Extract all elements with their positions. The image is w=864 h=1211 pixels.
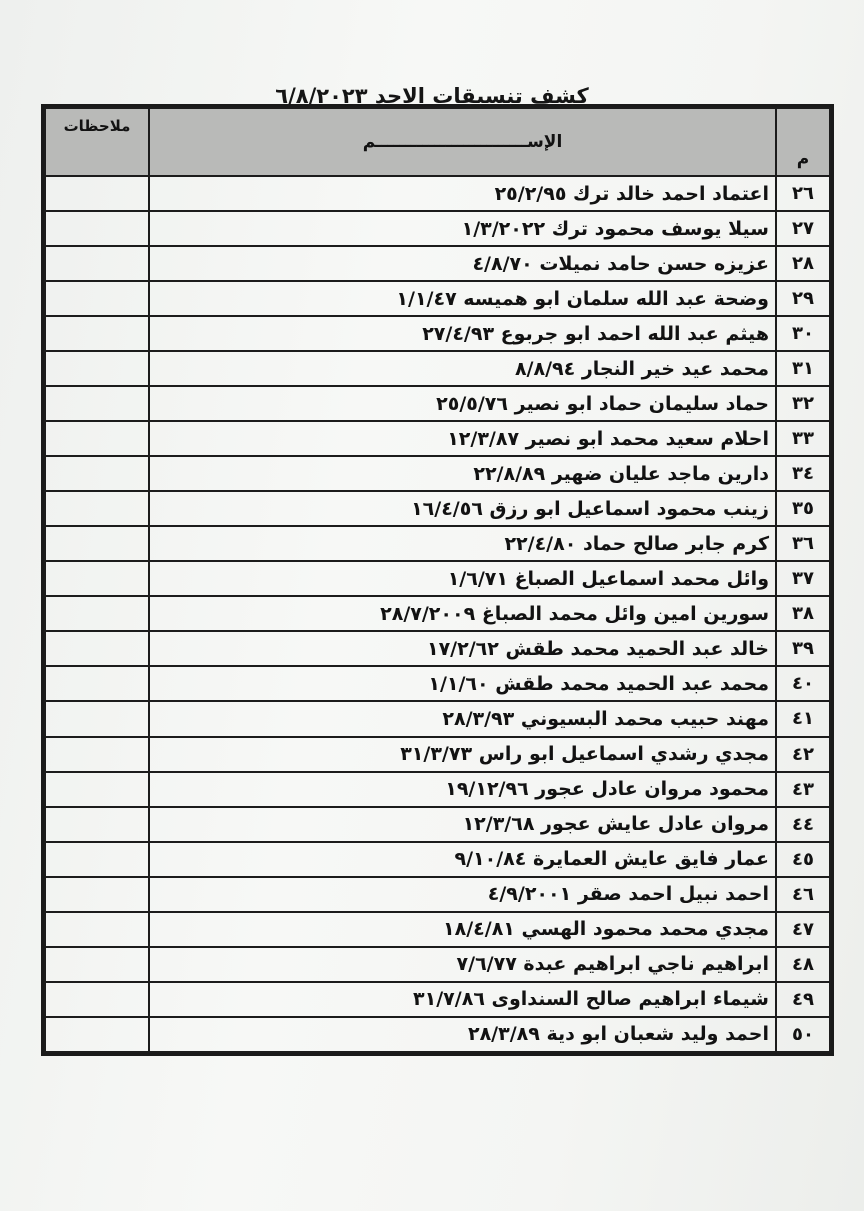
table-row bbox=[45, 877, 830, 912]
row-number: ٢٧ bbox=[776, 211, 830, 246]
row-notes bbox=[45, 386, 149, 421]
row-name: خالد عبد الحميد محمد طقش ١٧/٢/٦٢ bbox=[149, 631, 776, 666]
row-name: احلام سعيد محمد ابو نصير ١٢/٣/٨٧ bbox=[149, 421, 776, 456]
row-number: ٥٠ bbox=[776, 1017, 830, 1052]
table-row bbox=[45, 982, 830, 1017]
row-name: عمار فايق عايش العمايرة ٩/١٠/٨٤ bbox=[149, 842, 776, 877]
row-name: احمد نبيل احمد صقر ٤/٩/٢٠٠١ bbox=[149, 877, 776, 912]
row-number: ٤١ bbox=[776, 701, 830, 736]
header-number: م bbox=[776, 108, 830, 176]
table-row bbox=[45, 351, 830, 386]
row-name: عزيزه حسن حامد نميلات ٤/٨/٧٠ bbox=[149, 246, 776, 281]
table-row bbox=[45, 807, 830, 842]
row-number: ٣٦ bbox=[776, 526, 830, 561]
header-name-label: الإســــــــــــــــــــــــــم bbox=[362, 132, 563, 152]
table-row bbox=[45, 631, 830, 666]
row-notes bbox=[45, 316, 149, 351]
row-name: مجدي رشدي اسماعيل ابو راس ٣١/٣/٧٣ bbox=[149, 737, 776, 772]
row-notes bbox=[45, 772, 149, 807]
row-notes bbox=[45, 246, 149, 281]
row-notes bbox=[45, 211, 149, 246]
table-row bbox=[45, 701, 830, 736]
row-notes bbox=[45, 421, 149, 456]
row-name: مهند حبيب محمد البسيوني ٢٨/٣/٩٣ bbox=[149, 701, 776, 736]
row-name: وضحة عبد الله سلمان ابو هميسه ١/١/٤٧ bbox=[149, 281, 776, 316]
table-body bbox=[45, 176, 830, 1052]
table-row bbox=[45, 316, 830, 351]
row-name: وائل محمد اسماعيل الصباغ ١/٦/٧١ bbox=[149, 561, 776, 596]
table-header-row bbox=[45, 108, 830, 176]
row-notes bbox=[45, 596, 149, 631]
table-row bbox=[45, 561, 830, 596]
row-number: ٤٧ bbox=[776, 912, 830, 947]
table-row bbox=[45, 456, 830, 491]
row-notes bbox=[45, 281, 149, 316]
table-row bbox=[45, 737, 830, 772]
row-number: ٣٤ bbox=[776, 456, 830, 491]
row-number: ٤٢ bbox=[776, 737, 830, 772]
row-number: ٣٠ bbox=[776, 316, 830, 351]
row-number: ٤٠ bbox=[776, 666, 830, 701]
document-title: كشف تنسيقات الاحد ٦/٨/٢٠٢٣ bbox=[275, 84, 589, 108]
names-table bbox=[44, 107, 831, 1053]
row-number: ٣٧ bbox=[776, 561, 830, 596]
row-number: ٤٣ bbox=[776, 772, 830, 807]
table-row bbox=[45, 772, 830, 807]
table-row bbox=[45, 596, 830, 631]
row-name: محمد عبد الحميد محمد طقش ١/١/٦٠ bbox=[149, 666, 776, 701]
names-table-frame bbox=[41, 104, 834, 1056]
row-number: ٣١ bbox=[776, 351, 830, 386]
table-row bbox=[45, 526, 830, 561]
row-name: زينب محمود اسماعيل ابو رزق ١٦/٤/٥٦ bbox=[149, 491, 776, 526]
row-name: محمد عيد خير النجار ٨/٨/٩٤ bbox=[149, 351, 776, 386]
row-number: ٢٩ bbox=[776, 281, 830, 316]
row-name: سيلا يوسف محمود ترك ١/٣/٢٠٢٢ bbox=[149, 211, 776, 246]
row-notes bbox=[45, 631, 149, 666]
table-row bbox=[45, 421, 830, 456]
row-notes bbox=[45, 351, 149, 386]
row-notes bbox=[45, 842, 149, 877]
row-number: ٢٦ bbox=[776, 176, 830, 211]
row-number: ٢٨ bbox=[776, 246, 830, 281]
row-notes bbox=[45, 666, 149, 701]
row-number: ٤٩ bbox=[776, 982, 830, 1017]
row-name: مجدي محمد محمود الهسي ١٨/٤/٨١ bbox=[149, 912, 776, 947]
row-name: مروان عادل عايش عجور ١٢/٣/٦٨ bbox=[149, 807, 776, 842]
row-notes bbox=[45, 912, 149, 947]
table-row bbox=[45, 491, 830, 526]
table-row bbox=[45, 1017, 830, 1052]
table-row bbox=[45, 912, 830, 947]
table-row bbox=[45, 842, 830, 877]
row-notes bbox=[45, 491, 149, 526]
table-row bbox=[45, 176, 830, 211]
row-notes bbox=[45, 982, 149, 1017]
row-notes bbox=[45, 561, 149, 596]
row-name: محمود مروان عادل عجور ١٩/١٢/٩٦ bbox=[149, 772, 776, 807]
row-number: ٤٦ bbox=[776, 877, 830, 912]
row-name: شيماء ابراهيم صالح السنداوى ٣١/٧/٨٦ bbox=[149, 982, 776, 1017]
row-number: ٤٨ bbox=[776, 947, 830, 982]
row-notes bbox=[45, 456, 149, 491]
table-row bbox=[45, 246, 830, 281]
row-name: هيثم عبد الله احمد ابو جربوع ٢٧/٤/٩٣ bbox=[149, 316, 776, 351]
row-name: اعتماد احمد خالد ترك ٢٥/٢/٩٥ bbox=[149, 176, 776, 211]
row-number: ٣٨ bbox=[776, 596, 830, 631]
row-name: كرم جابر صالح حماد ٢٢/٤/٨٠ bbox=[149, 526, 776, 561]
row-name: حماد سليمان حماد ابو نصير ٢٥/٥/٧٦ bbox=[149, 386, 776, 421]
row-number: ٣٩ bbox=[776, 631, 830, 666]
row-number: ٣٢ bbox=[776, 386, 830, 421]
row-name: احمد وليد شعبان ابو دية ٢٨/٣/٨٩ bbox=[149, 1017, 776, 1052]
table-row bbox=[45, 281, 830, 316]
row-notes bbox=[45, 807, 149, 842]
row-notes bbox=[45, 1017, 149, 1052]
row-notes bbox=[45, 526, 149, 561]
row-notes bbox=[45, 701, 149, 736]
header-name bbox=[149, 108, 776, 176]
row-number: ٣٣ bbox=[776, 421, 830, 456]
row-name: سورين امين وائل محمد الصباغ ٢٨/٧/٢٠٠٩ bbox=[149, 596, 776, 631]
row-notes bbox=[45, 737, 149, 772]
row-number: ٤٤ bbox=[776, 807, 830, 842]
table-row bbox=[45, 947, 830, 982]
table-row bbox=[45, 211, 830, 246]
table-row bbox=[45, 386, 830, 421]
row-number: ٣٥ bbox=[776, 491, 830, 526]
row-notes bbox=[45, 877, 149, 912]
header-notes: ملاحظات bbox=[45, 108, 149, 176]
row-name: دارين ماجد عليان ضهير ٢٢/٨/٨٩ bbox=[149, 456, 776, 491]
table-row bbox=[45, 666, 830, 701]
row-name: ابراهيم ناجي ابراهيم عبدة ٧/٦/٧٧ bbox=[149, 947, 776, 982]
row-notes bbox=[45, 947, 149, 982]
row-notes bbox=[45, 176, 149, 211]
row-number: ٤٥ bbox=[776, 842, 830, 877]
